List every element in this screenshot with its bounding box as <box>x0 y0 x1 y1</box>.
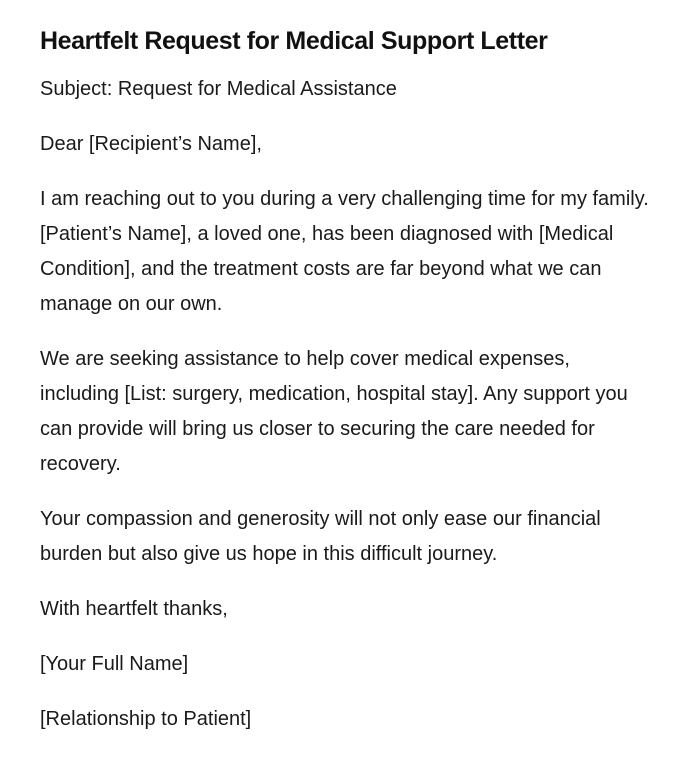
letter-body-paragraph-3: Your compassion and generosity will not only ease our financial burden but also give us hope in this difficult journey. <box>40 508 601 565</box>
letter-body-paragraph-2: We are seeking assistance to help cover medical expenses, including [List: surgery, medication, hospital stay]. Any support you can provide will bring us closer to securing the care needed for recovery. <box>40 348 628 475</box>
signature-relationship: [Relationship to Patient] <box>40 708 252 730</box>
letter-title: Heartfelt Request for Medical Support Letter <box>40 27 548 55</box>
signature-name: [Your Full Name] <box>40 653 189 675</box>
letter-salutation: Dear [Recipient’s Name], <box>40 133 262 155</box>
letter-closing: With heartfelt thanks, <box>40 598 228 620</box>
letter-subject: Subject: Request for Medical Assistance <box>40 78 397 100</box>
letter <box>40 24 650 757</box>
letter-body-paragraph-1: I am reaching out to you during a very challenging time for my family. [Patient’s Name], a loved one, has been diagnosed with [Medical Condition], and the treatment costs are far beyond what we can manage on our own. <box>40 188 649 315</box>
